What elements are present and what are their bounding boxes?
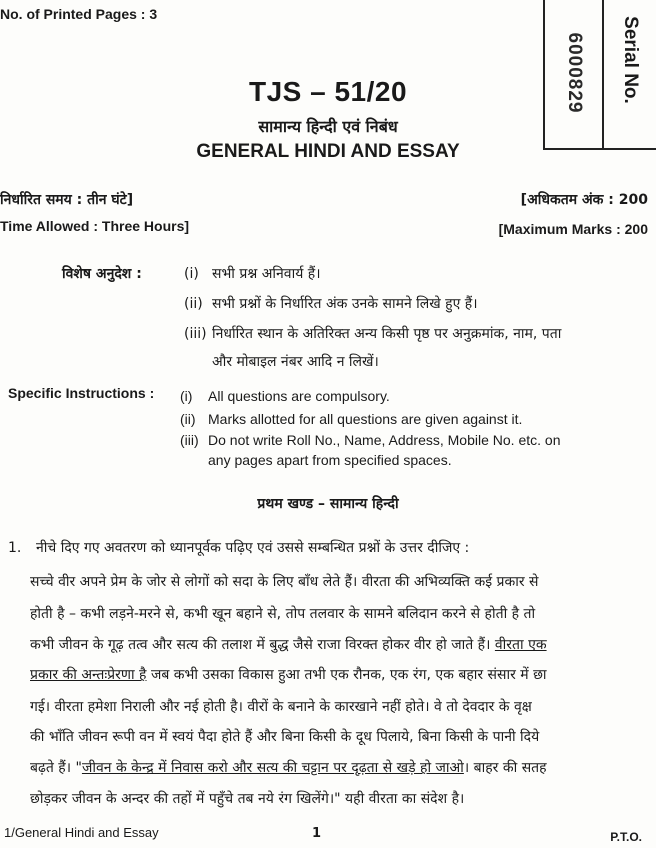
item-number: (iii) <box>184 326 207 342</box>
english-title: GENERAL HINDI AND ESSAY <box>196 141 460 162</box>
paper-code: TJS – 51/20 <box>248 76 408 107</box>
passage-line: गई। वीरता हमेशा निराली और नई होती है। वीरों के बनाने के कारखाने नहीं होते। वे तो देवदार के वृक्ष <box>30 699 532 715</box>
footer-pto: P.T.O. <box>610 830 642 844</box>
passage-line <box>30 758 642 777</box>
item-text: सभी प्रश्नों के निर्धारित अंक उनके सामने लिखे हुए हैं। <box>212 296 478 312</box>
instruction-english-item <box>180 388 390 404</box>
item-text: All questions are compulsory. <box>208 388 390 404</box>
item-text: Marks allotted for all questions are given against it. <box>208 411 523 427</box>
question-1-prompt <box>8 538 469 557</box>
passage-line: होती है – कभी लड़ने-मरने से, कभी खून बहाने से, तोप तलवार के सामने बलिदान करने से होती है तो <box>30 606 536 622</box>
item-text: निर्धारित स्थान के अतिरिक्त अन्य किसी पृष्ठ पर अनुक्रमांक, नाम, पता <box>212 326 562 342</box>
printed-pages-count: No. of Printed Pages : 3 <box>0 6 158 22</box>
serial-label: Serial No. <box>620 16 641 104</box>
passage-text: बढ़ते हैं। " <box>30 760 82 776</box>
footer-page-number: 1 <box>312 826 322 841</box>
question-text: नीचे दिए गए अवतरण को ध्यानपूर्वक पढ़िए एवं उससे सम्बन्धित प्रश्नों के उत्तर दीजिए : <box>36 540 470 556</box>
instruction-hindi-item <box>184 324 561 343</box>
item-number: (i) <box>184 266 199 282</box>
instructions-heading-hindi: विशेष अनुदेश : <box>62 266 142 282</box>
passage-line: छोड़कर जीवन के अन्दर की तहों में पहुँचे तब नये रंग खिलेंगे।" यही वीरता का संदेश है। <box>30 791 465 807</box>
passage-underlined: प्रकार की अन्तःप्रेरणा है <box>30 667 147 683</box>
instruction-english-item <box>180 411 522 427</box>
passage-text: जब कभी उसका विकास हुआ तभी एक रौनक, एक रंग, एक बहार संसार में छा <box>150 667 547 683</box>
item-text: और मोबाइल नंबर आदि न लिखें। <box>212 354 379 370</box>
serial-number: 6000829 <box>564 32 585 114</box>
max-marks-english: [Maximum Marks : 200 <box>498 221 648 237</box>
passage-line: की भाँति जीवन रूपी वन में स्वयं पैदा होते हैं और बिना किसी के दूध पिलाये, बिना किसी के पानी दिये <box>30 729 540 745</box>
instructions-heading-english: Specific Instructions : <box>8 385 155 401</box>
item-text: any pages apart from specified spaces. <box>208 452 452 468</box>
passage-line: सच्चे वीर अपने प्रेम के जोर से लोगों को सदा के लिए बाँध लेते हैं। वीरता की अभिव्यक्ति कई प्रकार से <box>30 574 539 590</box>
hindi-title: सामान्य हिन्दी एवं निबंध <box>258 117 398 136</box>
item-text: Do not write Roll No., Name, Address, Mobile No. etc. on <box>208 432 561 448</box>
item-number: (i) <box>180 388 193 404</box>
passage-line <box>30 665 642 684</box>
instruction-english-item <box>180 452 452 468</box>
time-allowed-english: Time Allowed : Three Hours] <box>0 218 190 234</box>
section-heading: प्रथम खण्ड – सामान्य हिन्दी <box>257 496 399 512</box>
item-number: (ii) <box>184 296 203 312</box>
instruction-hindi-item <box>184 294 478 313</box>
footer-paper-name: 1/General Hindi and Essay <box>4 825 159 840</box>
passage-line <box>30 635 642 654</box>
passage-text: । बाहर की सतह <box>463 760 547 776</box>
passage-text: कभी जीवन के गूढ़ तत्व और सत्य की तलाश में बुद्ध जैसे राजा विरक्त होकर वीर हो जाते हैं। <box>30 637 491 653</box>
instruction-hindi-item <box>184 352 379 371</box>
item-text: सभी प्रश्न अनिवार्य हैं। <box>212 266 321 282</box>
instruction-english-item <box>180 432 560 448</box>
instruction-hindi-item <box>184 264 321 283</box>
passage-underlined: जीवन के केन्द्र में निवास करो और सत्य की चट्टान पर दृढ़ता से खड़े हो जाओ <box>81 760 464 776</box>
passage-underlined: वीरता एक <box>494 637 547 653</box>
question-number: 1. <box>8 540 22 556</box>
item-number: (iii) <box>180 432 199 448</box>
max-marks-hindi: [अधिकतम अंक : 200 <box>520 192 648 208</box>
item-number: (ii) <box>180 411 196 427</box>
time-allowed-hindi: निर्धारित समय : तीन घंटे] <box>0 192 134 208</box>
